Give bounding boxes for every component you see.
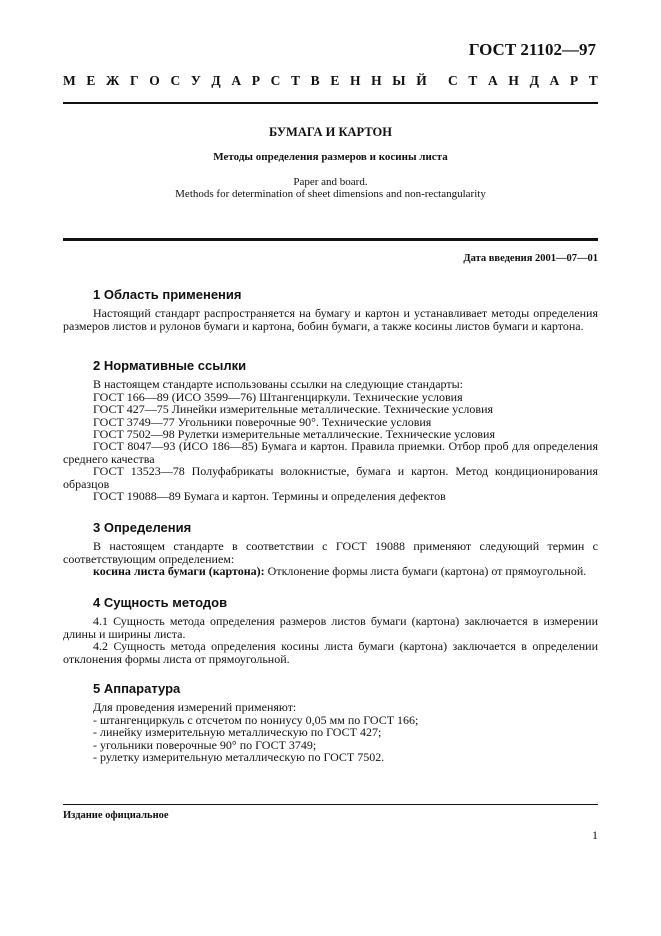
interstate-standard-banner xyxy=(63,73,598,89)
banner-letter: А xyxy=(488,73,498,88)
banner-letter: Е xyxy=(86,73,96,88)
page-number: 1 xyxy=(592,828,598,842)
banner-letter: Й xyxy=(416,73,427,88)
english-subtitle: Methods for determination of sheet dimensions and non-rectangularity xyxy=(175,188,486,200)
official-edition: Издание официальное xyxy=(63,810,169,821)
section-intro: Для проведения измерений применяют: xyxy=(93,700,297,715)
section-3 xyxy=(63,522,598,578)
reference-item: ГОСТ 166—89 (ИСО 3599—76) Штангенциркули. Технические условия xyxy=(93,389,463,404)
banner-letter: М xyxy=(63,73,76,88)
banner-letter: В xyxy=(310,73,320,88)
title-rule xyxy=(63,238,598,241)
banner-letter: Т xyxy=(468,73,478,88)
banner-letter: Ы xyxy=(392,73,406,88)
paragraph-4-2: 4.2 Сущность метода определения косины листа бумаги (картона) заключается в определении отклонения формы листа от прямоугольной. xyxy=(63,639,598,666)
term-definition: Отклонение формы листа бумаги (картона) от прямоугольной. xyxy=(264,564,587,579)
section-4 xyxy=(63,597,598,665)
section-text: Настоящий стандарт распространяется на бумагу и картон и устанавливает методы определения размеров листов и рулонов бумаги и картона, бобин бумаги, а также косины листов бумаги и картона. xyxy=(63,306,598,333)
banner-letter: Д xyxy=(529,73,539,88)
reference-item: ГОСТ 19088—89 Бумага и картон. Термины и определения дефектов xyxy=(93,489,446,504)
banner-letter: Н xyxy=(349,73,361,88)
apparatus-item: - линейку измерительную металлическую по ГОСТ 427; xyxy=(93,725,382,740)
banner-letter: Ж xyxy=(106,73,120,88)
banner-letter: Г xyxy=(130,73,139,88)
reference-item: ГОСТ 7502—98 Рулетки измерительные металлические. Технические условия xyxy=(93,427,495,442)
section-heading: 4 Сущность методов xyxy=(93,595,228,610)
english-title: Paper and board. xyxy=(293,176,368,188)
banner-letter: Е xyxy=(330,73,340,88)
banner-letter: Т xyxy=(588,73,598,88)
banner-letter: С xyxy=(447,73,458,88)
banner-letter: С xyxy=(270,73,281,88)
section-2 xyxy=(63,360,598,502)
reference-item: ГОСТ 8047—93 (ИСО 186—85) Бумага и картон. Правила приемки. Отбор проб для определения среднего качества xyxy=(63,439,598,466)
section-heading: 2 Нормативные ссылки xyxy=(93,358,247,373)
reference-item: ГОСТ 3749—77 Угольники поверочные 90°. Технические условия xyxy=(93,414,432,429)
section-heading: 3 Определения xyxy=(93,520,192,535)
paragraph-4-1: 4.1 Сущность метода определения размеров листов бумаги (картона) заключается в измерении длины и ширины листа. xyxy=(63,614,598,641)
banner-letter: А xyxy=(231,73,242,88)
banner-letter: С xyxy=(170,73,181,88)
top-rule xyxy=(63,102,598,104)
banner-letter: Т xyxy=(291,73,301,88)
reference-item: ГОСТ 13523—78 Полуфабрикаты волокнистые, бумага и картон. Метод кондиционирования образцов xyxy=(63,464,598,491)
definition xyxy=(63,565,598,577)
section-1 xyxy=(63,289,598,332)
banner-letter: Р xyxy=(251,73,260,88)
document-subtitle: Методы определения размеров и косины листа xyxy=(213,151,448,163)
section-text: В настоящем стандарте в соответствии с ГОСТ 19088 применяют следующий термин с соответствующим определением: xyxy=(63,539,598,566)
banner-letter: А xyxy=(549,73,560,88)
banner-letter: Н xyxy=(508,73,519,88)
banner-letter: Р xyxy=(569,73,579,88)
footer-rule xyxy=(63,804,598,805)
banner-letter: Н xyxy=(371,73,382,88)
section-intro: В настоящем стандарте использованы ссылки на следующие стандарты: xyxy=(93,377,464,392)
banner-letter: Д xyxy=(211,73,221,88)
apparatus-item: - рулетку измерительную металлическую по ГОСТ 7502. xyxy=(93,750,385,765)
section-heading: 1 Область применения xyxy=(93,287,242,302)
apparatus-item: - угольники поверочные 90° по ГОСТ 3749; xyxy=(93,737,317,752)
apparatus-item: - штангенциркуль с отсчетом по нониусу 0,05 мм по ГОСТ 166; xyxy=(93,712,419,727)
gost-number: ГОСТ 21102—97 xyxy=(468,40,596,59)
section-heading: 5 Аппаратура xyxy=(93,681,181,696)
banner-letter: У xyxy=(190,73,201,88)
document-title: БУМАГА И КАРТОН xyxy=(269,125,392,139)
banner-letter: О xyxy=(149,73,160,88)
section-5 xyxy=(63,683,598,763)
introduction-date: Дата введения 2001—07—01 xyxy=(463,253,598,264)
term: косина листа бумаги (картона): xyxy=(93,564,265,579)
reference-item: ГОСТ 427—75 Линейки измерительные металлические. Технические условия xyxy=(93,402,494,417)
